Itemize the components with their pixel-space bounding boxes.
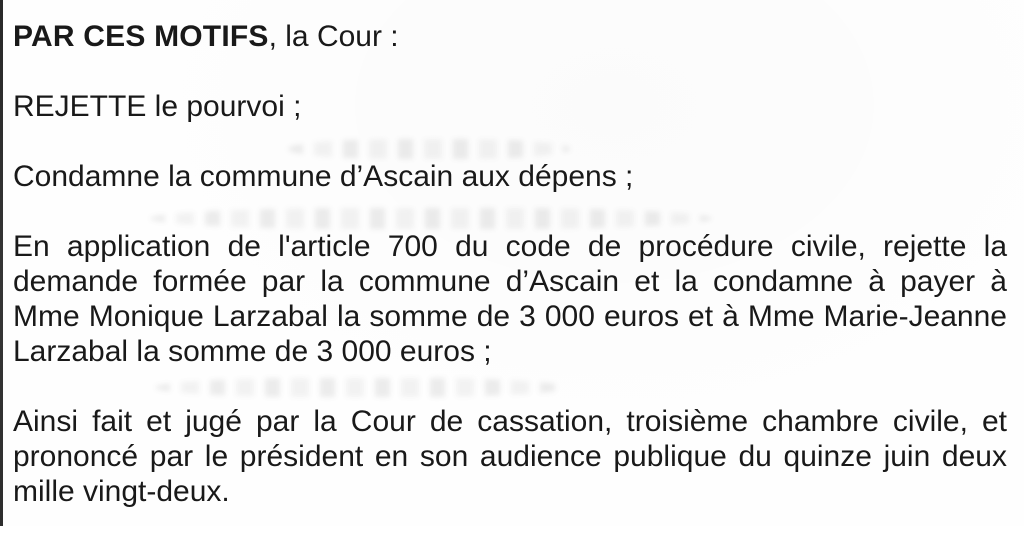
- heading-line: [13, 19, 1007, 54]
- text-line: demande formée par la commune d’Ascain et la condamne à payer à: [13, 265, 1007, 298]
- text-line: REJETTE le pourvoi ;: [13, 90, 302, 123]
- text-line: Condamne la commune d’Ascain aux dépens ;: [13, 160, 634, 193]
- text-line: En application de l'article 700 du code de procédure civile, rejette la: [13, 230, 1007, 263]
- document-page: [13, 0, 1007, 544]
- text-line: mille vingt-deux.: [13, 475, 230, 508]
- text-line: Larzabal la somme de 3 000 euros ;: [13, 335, 492, 368]
- scan-edge-artifact: [0, 0, 3, 526]
- text-line: Mme Monique Larzabal la somme de 3 000 euros et à Mme Marie-Jeanne: [13, 300, 1007, 333]
- heading-bold-text: PAR CES MOTIFS: [13, 20, 269, 53]
- condamne-depens-paragraph: [13, 159, 1007, 194]
- heading-regular-text: , la Cour :: [268, 20, 399, 53]
- article-700-paragraph: [13, 229, 1007, 369]
- text-line: prononcé par le président en son audience publique du quinze juin deux: [13, 440, 1007, 473]
- ainsi-fait-paragraph: [13, 404, 1007, 509]
- rejette-paragraph: [13, 89, 1007, 124]
- text-line: Ainsi fait et jugé par la Cour de cassation, troisième chambre civile, et: [13, 405, 1007, 438]
- ruling-heading-paragraph: [13, 19, 1007, 54]
